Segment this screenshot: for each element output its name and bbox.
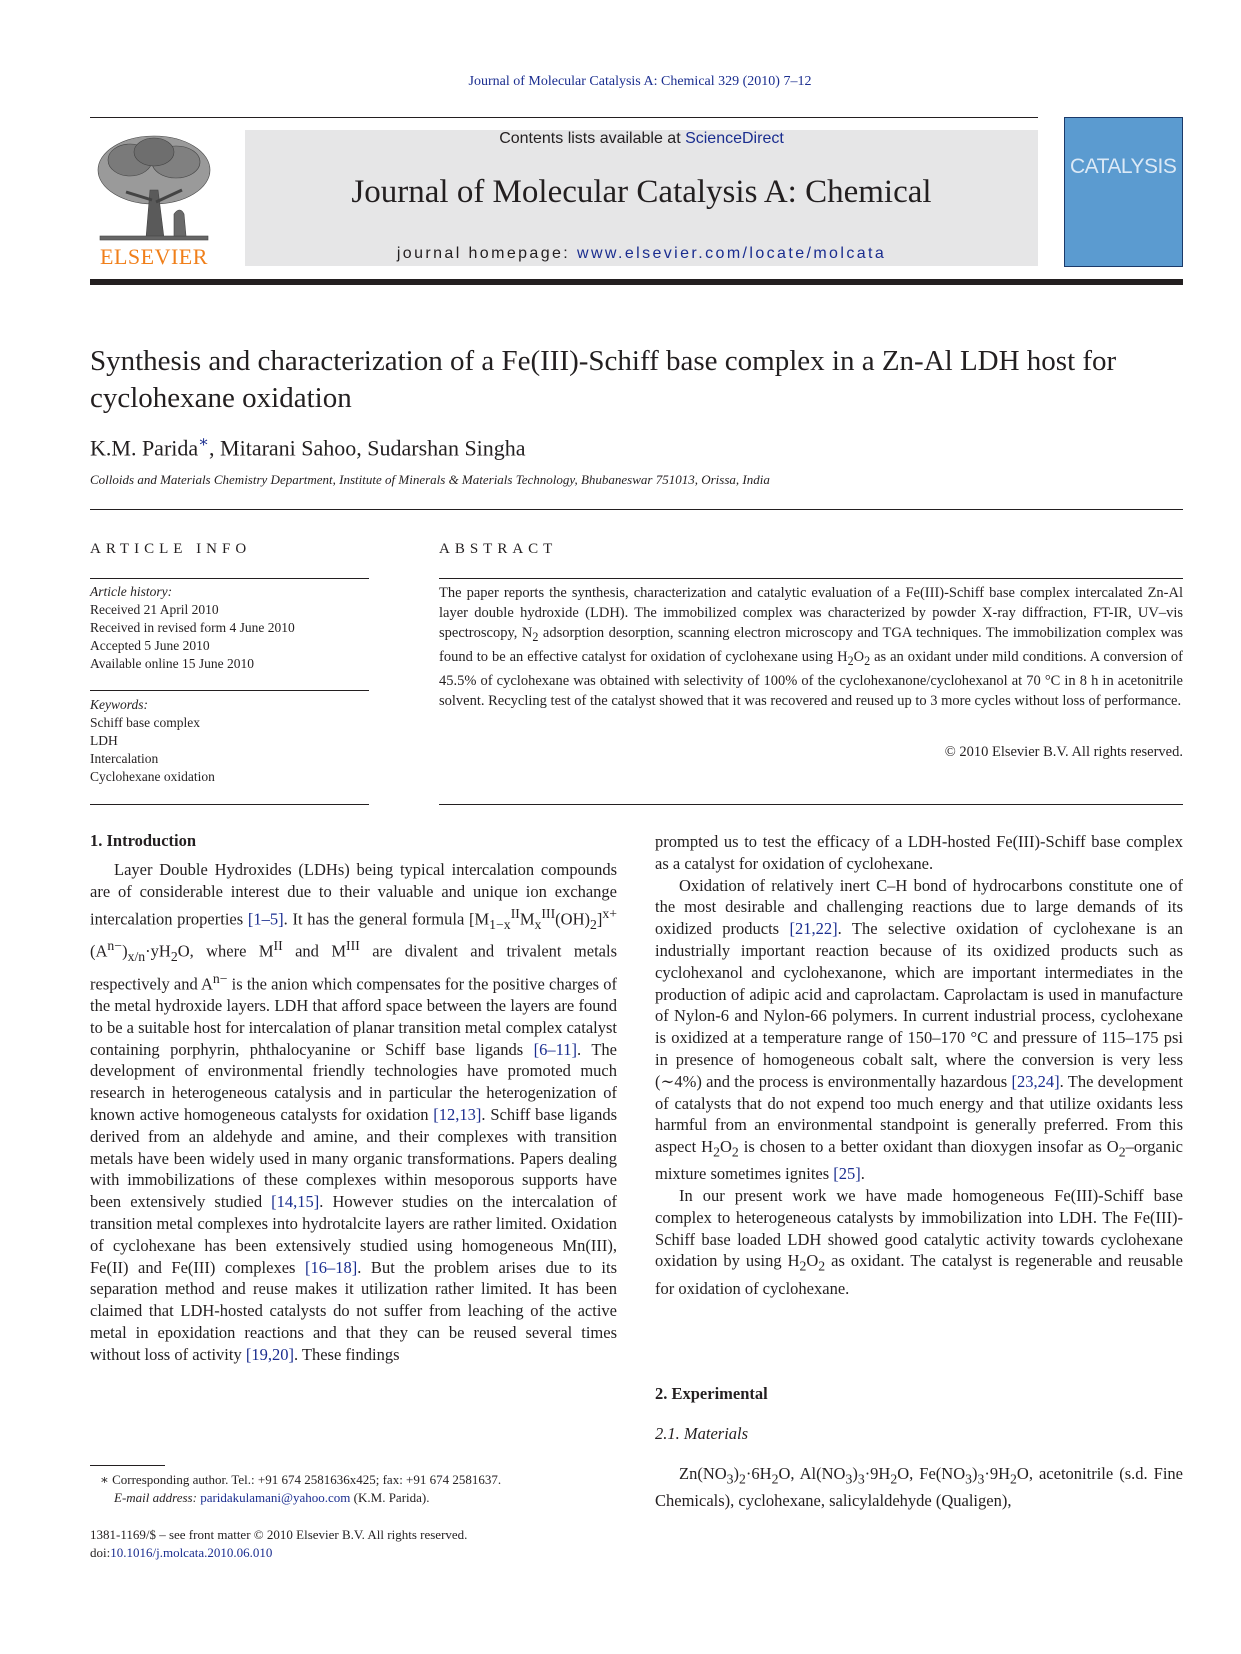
intro-paragraph: In our present work we have made homogeneous Fe(III)-Schiff base complex to heterogeneous catalysts by immobilization into LDH. The Fe(III)-Schiff base loaded LDH showed good catalytic activity towards cyclohexane oxidation by using $H_2O_2$ as oxidant. The catalyst is regenerable and reusable for oxidation of cyclohexane. <box>655 1186 1183 1298</box>
issn-line: 1381-1169/$ – see front matter © 2010 Elsevier B.V. All rights reserved. <box>90 1527 468 1542</box>
cover-title: CATALYSIS <box>1070 155 1177 178</box>
right-column-text <box>655 831 1183 1299</box>
abstract-text: The paper reports the synthesis, characterization and catalytic evaluation of a Fe(III)-Schiff base complex intercalated Zn-Al layer double hydroxide (LDH). The immobilized complex was characterized by powder X-ray diffraction, FT-IR, UV–vis spectroscopy, $N_2$ adsorption desorption, scanning electron microscopy and TGA techniques. The immobilization complex was found to be an effective catalyst for oxidation of cyclohexane using $H_2O_2$ as an oxidant under mild conditions. A conversion of 45.5% of cyclohexane was obtained with selectivity of 100% of the cyclohexanone/cyclohexanol at 70 °C in 8 h in acetonitrile solvent. Recycling test of the catalyst showed that it was recovered and reused up to 3 more cycles without loss of performance. <box>439 585 1183 709</box>
corresponding-author-mark[interactable]: ∗ <box>198 434 210 451</box>
citation-link[interactable]: [12,13] <box>433 1105 482 1125</box>
affiliation-rule <box>90 509 1183 510</box>
citation-link[interactable]: [1–5] <box>247 909 284 929</box>
materials-heading: 2.1. Materials <box>655 1424 749 1443</box>
citation-link[interactable]: [16–18] <box>305 1257 358 1277</box>
abstract-heading: ABSTRACT <box>439 541 558 557</box>
email-link[interactable]: paridakulamani@yahoo.com <box>200 1490 351 1505</box>
keyword-item: Cyclohexane oxidation <box>90 769 215 784</box>
citation-link[interactable]: [23,24] <box>1011 1071 1060 1091</box>
intro-paragraph: Layer Double Hydroxides (LDHs) being typical intercalation compounds are of considerable interest due to their valuable and unique ion exchange intercalation properties [1–5]. It has the general formula $[M_{1-x}^{II}M_x^{III}(OH)_2]^{x+}$ $(A^{n-})_{x/n}\cdot yH_2O$, where $M^{II}$ and $M^{III}$ are divalent and trivalent metals respectively and $A^{n-}$ is the anion which compensates for the positive charges of the metal hydroxide layers. LDH that afford space between the layers are found to be a suitable host for intercalation of planar transition metal complex catalyst containing porphyrin, phthalocyanine or Schiff base ligands [6–11]. The development of environmental friendly technologies have promoted much research in heterogeneous catalysis and in particular the heterogenization of known active homogeneous catalysts for oxidation [12,13]. Schiff base ligands derived from an aldehyde and amine, and their complexes with transition metals have been widely used in many organic transformations. Papers dealing with immobilizations of these complexes within mesoporous supports have been extensively studied [14,15]. However studies on the intercalation of transition metal complexes into hydrotalcite layers are rather limited. Oxidation of cyclohexane has been extensively studied using homogeneous Mn(III), Fe(II) and Fe(III) complexes [16–18]. But the problem arises due to its separation method and reuse makes it utilization rather limited. It has been claimed that LDH-hosted catalysts do not suffer from leaching of the active metal in epoxidation reactions and that they can be reused several times without loss of activity [19,20]. These findings <box>90 860 617 1364</box>
citation-link[interactable]: [21,22] <box>789 919 838 939</box>
author-list <box>90 432 526 461</box>
header-thick-rule <box>90 279 1183 285</box>
doi-label: doi: <box>90 1545 111 1560</box>
article-info-rule <box>90 578 369 579</box>
keywords <box>90 696 215 786</box>
contents-prefix: Contents lists available at <box>499 130 686 147</box>
footnote-mark: ∗ <box>100 1472 109 1487</box>
elsevier-wordmark: ELSEVIER <box>100 244 208 269</box>
experimental-heading: 2. Experimental <box>655 1384 768 1403</box>
other-authors: , Mitarani Sahoo, Sudarshan Singha <box>209 435 526 461</box>
tree-icon <box>98 136 210 240</box>
keyword-item: LDH <box>90 733 118 748</box>
citation-link[interactable]: [25] <box>833 1164 861 1184</box>
footnote-text: Corresponding author. Tel.: +91 674 2581636x425; fax: +91 674 2581637. <box>108 1472 502 1487</box>
history-rule <box>90 690 369 691</box>
front-matter <box>90 1526 467 1562</box>
keyword-item: Intercalation <box>90 751 159 766</box>
footnote-rule <box>90 1465 165 1466</box>
journal-homepage-line <box>245 245 1038 263</box>
article-history <box>90 583 295 673</box>
citation-link[interactable]: [6–11] <box>533 1039 578 1059</box>
abstract-copyright: © 2010 Elsevier B.V. All rights reserved. <box>944 744 1183 760</box>
abstract-bottom-rule <box>439 804 1183 805</box>
materials-paragraph: $Zn(NO_3)_2\cdot 6H_2O$, $Al(NO_3)_3\cdot 9H_2O$, $Fe(NO_3)_3\cdot 9H_2O$, acetonitrile (s.d. Fine Chemicals), cyclohexane, salicylaldehyde (Qualigen), <box>655 1464 1183 1511</box>
email-label: E-mail address: <box>114 1490 201 1505</box>
intro-paragraph: prompted us to test the efficacy of a LDH-hosted Fe(III)-Schiff base complex as a catalyst for oxidation of cyclohexane. <box>655 832 1183 873</box>
sciencedirect-link[interactable]: ScienceDirect <box>685 130 784 147</box>
abstract-rule <box>439 578 1183 579</box>
introduction-text <box>90 859 617 1366</box>
history-item: Received 21 April 2010 <box>90 602 219 617</box>
history-item: Received in revised form 4 June 2010 <box>90 620 295 635</box>
keywords-rule <box>90 804 369 805</box>
history-item: Accepted 5 June 2010 <box>90 638 210 653</box>
keyword-item: Schiff base complex <box>90 715 200 730</box>
history-item: Available online 15 June 2010 <box>90 656 254 671</box>
email-suffix: (K.M. Parida). <box>350 1490 430 1505</box>
first-author: K.M. Parida <box>90 435 199 461</box>
introduction-heading: 1. Introduction <box>90 831 197 850</box>
homepage-prefix: journal homepage: <box>396 245 577 262</box>
citation-link[interactable]: [19,20] <box>245 1344 294 1364</box>
article-info-heading: ARTICLE INFO <box>90 541 252 557</box>
citation-link[interactable]: [14,15] <box>271 1192 320 1212</box>
corresponding-author-footnote <box>90 1471 617 1507</box>
journal-reference[interactable]: Journal of Molecular Catalysis A: Chemical 329 (2010) 7–12 <box>468 74 812 89</box>
article-title: Synthesis and characterization of a Fe(III)-Schiff base complex in a Zn-Al LDH host for cyclohexane oxidation <box>90 345 1117 414</box>
journal-title: Journal of Molecular Catalysis A: Chemical <box>351 174 932 210</box>
keywords-label: Keywords: <box>90 697 148 712</box>
contents-available-line <box>245 130 1038 148</box>
history-label: Article history: <box>90 584 173 599</box>
materials-text <box>655 1463 1183 1512</box>
doi-link[interactable]: 10.1016/j.molcata.2010.06.010 <box>110 1545 273 1560</box>
affiliation: Colloids and Materials Chemistry Department, Institute of Minerals & Materials Technology, Bhubaneswar 751013, Orissa, India <box>90 472 770 487</box>
intro-paragraph: Oxidation of relatively inert C–H bond of hydrocarbons constitute one of the most desirable and challenging reactions due to large demands of its oxidized products [21,22]. The selective oxidation of cyclohexane is an industrially important reaction because of its oxidized products such as cyclohexanol and cyclohexanone, which are important intermediates in the production of adipic acid and caprolactam. Caprolactam is used in manufacture of Nylon-6 and Nylon-66 polymers. In current industrial process, cyclohexane is oxidized at a temperature range of 150–170 °C and pressure of 115–175 psi in presence of homogeneous cobalt salt, where the conversion is very less (∼4%) and the process is environmentally hazardous [23,24]. The development of catalysts that do not expend too much energy and that utilize oxidants less harmful from an environmental standpoint is generally preferred. From this aspect $H_2O_2$ is chosen to a better oxidant than dioxygen insofar as $O_2$–organic mixture sometimes ignites [25]. <box>655 875 1183 1184</box>
header-top-rule <box>90 117 1038 118</box>
homepage-link[interactable]: www.elsevier.com/locate/molcata <box>577 245 887 262</box>
journal-cover-thumbnail <box>1064 117 1183 267</box>
